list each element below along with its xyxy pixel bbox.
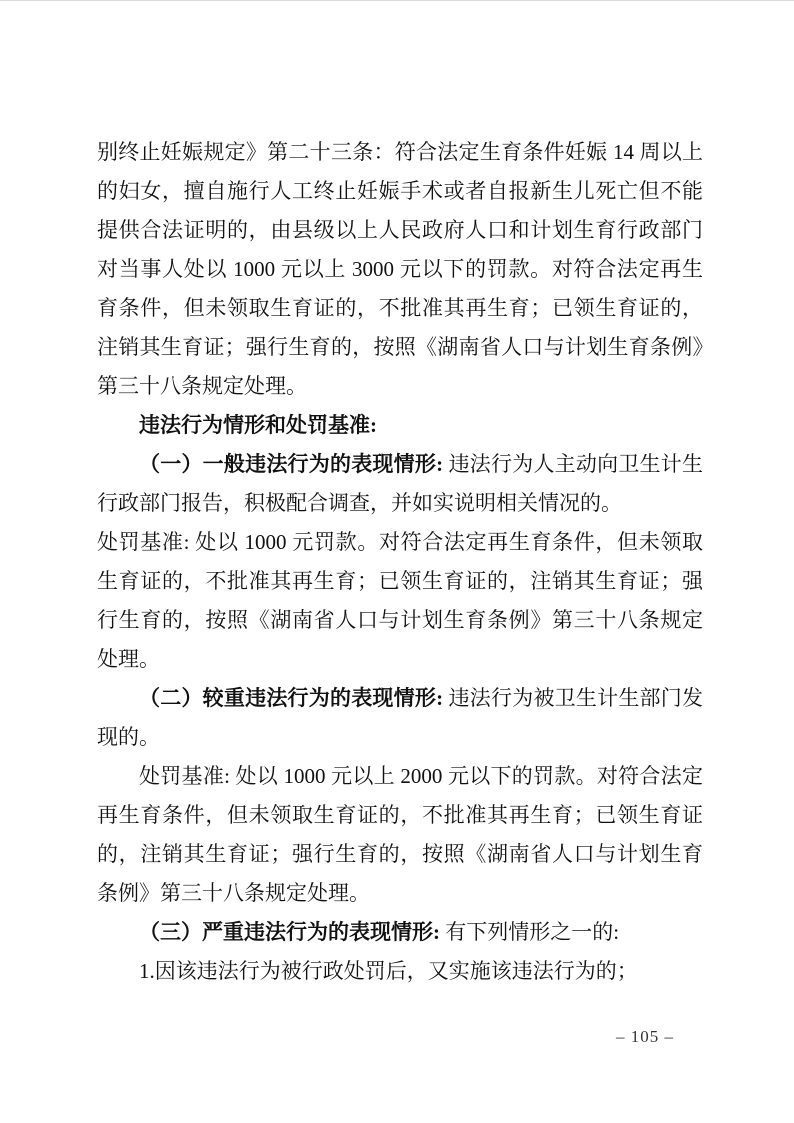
text-run: 处罚基准: 处以 1000 元罚款。对符合法定再生育条件，但未领取生育证的，不批准其再生育；已领生育证的，注销其生育证；强行生育的，按照《湖南省人口与计划生育条例》第三十八条规定处理。: [97, 530, 703, 671]
paragraph-item-1-penalty: [97, 523, 703, 679]
section-heading: [97, 406, 703, 445]
bold-text-run: 违法行为情形和处罚基准:: [139, 413, 377, 437]
text-run: 有下列情形之一的:: [440, 920, 620, 944]
paragraph-item-3-case-1: [97, 952, 703, 991]
paragraph-item-2-penalty: [97, 757, 703, 913]
text-run: 处罚基准: 处以 1000 元以上 2000 元以下的罚款。对符合法定再生育条件，但未领取生育证的，不批准其再生育；已领生育证的，注销其生育证；强行生育的，按照《湖南省人口与计划生育条例》第三十八条规定处理。: [97, 764, 703, 905]
text-run: 违法行为被卫生计生部门发现的。: [97, 686, 703, 749]
paragraph-item-1: [97, 445, 703, 523]
text-run: 违法行为人主动向卫生计生行政部门报告，积极配合调查，并如实说明相关情况的。: [97, 452, 703, 515]
page-number: – 105 –: [616, 1027, 674, 1046]
bold-text-run: （一）一般违法行为的表现情形:: [139, 452, 444, 476]
paragraph-item-3: [97, 913, 703, 952]
text-run: 别终止妊娠规定》第二十三条：符合法定生育条件妊娠 14 周以上的妇女，擅自施行人工终止妊娠手术或者自报新生儿死亡但不能提供合法证明的，由县级以上人民政府人口和计划生育行政部门对当事人处以 1000 元以上 3000 元以下的罚款。对符合法定再生育条件，但未领取生育证的，不批准其再生育；已领生育证的，注销其生育证；强行生育的，按照《湖南省人口与计划生育条例》第三十八条规定处理。: [97, 140, 703, 398]
bold-text-run: （三）严重违法行为的表现情形:: [139, 920, 440, 944]
bold-text-run: （二）较重违法行为的表现情形:: [139, 686, 444, 710]
document-body: [97, 133, 703, 991]
paragraph-law-citation: [97, 133, 703, 406]
text-run: 1.因该违法行为被行政处罚后，又实施该违法行为的；: [139, 959, 638, 983]
paragraph-item-2: [97, 679, 703, 757]
